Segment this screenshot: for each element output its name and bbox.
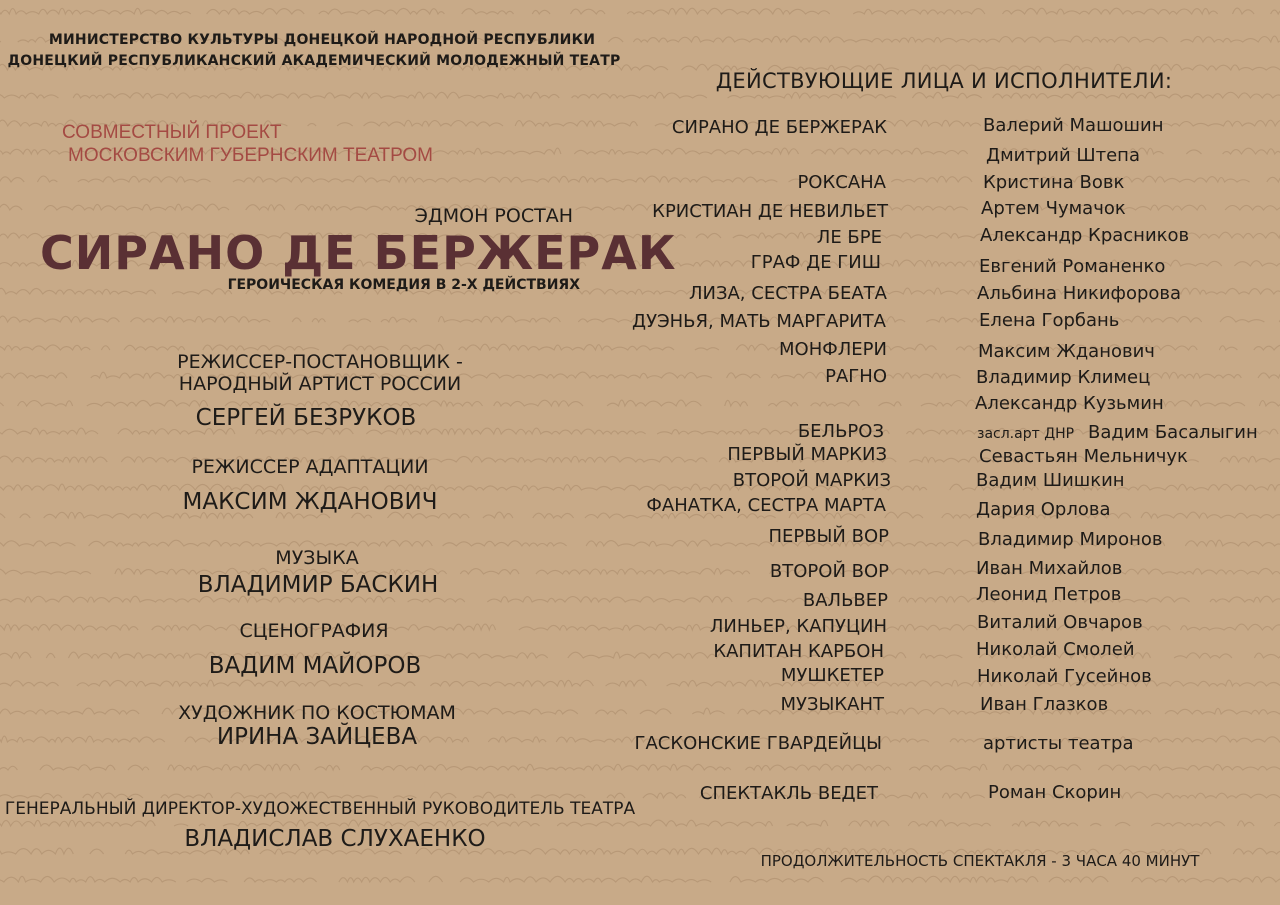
costume-name: ИРИНА ЗАЙЦЕВА [216, 724, 418, 750]
handwriting-line [0, 8, 1280, 14]
play-subtitle: ГЕРОИЧЕСКАЯ КОМЕДИЯ В 2-Х ДЕЙСТВИЯХ [227, 277, 580, 293]
director-name: СЕРГЕЙ БЕЗРУКОВ [195, 405, 417, 431]
actor-chumachok: Артем Чумачок [981, 198, 1126, 219]
actor-melnichuk: Севастьян Мельничук [979, 446, 1188, 467]
actor-shtepa: Дмитрий Штепа [986, 145, 1140, 166]
director-role-line-1: РЕЖИССЕР-ПОСТАНОВЩИК - [177, 351, 463, 373]
actor-gorban: Елена Горбань [979, 310, 1120, 331]
actor-mikhailov: Иван Михайлов [976, 558, 1123, 579]
actor-ovcharov: Виталий Овчаров [977, 612, 1143, 633]
costume-role: ХУДОЖНИК ПО КОСТЮМАМ [178, 702, 456, 724]
adaptation-name: МАКСИМ ЖДАНОВИЧ [182, 489, 438, 515]
role-carbon: КАПИТАН КАРБОН [713, 641, 884, 662]
role-cyrano: СИРАНО ДЕ БЕРЖЕРАК [671, 117, 887, 138]
role-host: СПЕКТАКЛЬ ВЕДЕТ [699, 783, 878, 804]
actor-mashoshin: Валерий Машошин [983, 115, 1164, 136]
handwriting-line [0, 764, 1280, 770]
actor-nikiforova: Альбина Никифорова [977, 283, 1182, 304]
role-musician: МУЗЫКАНТ [780, 694, 884, 715]
actor-basalygin: Вадим Басалыгин [1088, 422, 1258, 443]
actor-glazkov: Иван Глазков [980, 694, 1109, 715]
role-montfleury: МОНФЛЕРИ [779, 339, 887, 360]
role-first-marquis: ПЕРВЫЙ МАРКИЗ [727, 444, 887, 465]
role-gascon-guards: ГАСКОНСКИЕ ГВАРДЕЙЦЫ [634, 733, 882, 754]
scenography-role: СЦЕНОГРАФИЯ [239, 620, 389, 642]
music-name: ВЛАДИМИР БАСКИН [197, 572, 439, 598]
scenography-name: ВАДИМ МАЙОРОВ [208, 653, 422, 679]
role-fan: ФАНАТКА, СЕСТРА МАРТА [646, 495, 886, 516]
actor-mironov: Владимир Миронов [978, 529, 1163, 550]
actor-klimets: Владимир Климец [976, 367, 1151, 388]
role-lisa: ЛИЗА, СЕСТРА БЕАТА [688, 283, 887, 304]
project-line-1: СОВМЕСТНЫЙ ПРОЕКТ [62, 122, 282, 143]
role-duenna: ДУЭНЬЯ, МАТЬ МАРГАРИТА [632, 311, 886, 332]
role-valvert: ВАЛЬВЕР [802, 590, 888, 611]
actor-vovk: Кристина Вовк [983, 172, 1125, 193]
actor-krasnikov: Александр Красников [980, 225, 1190, 246]
role-bellerose: БЕЛЬРОЗ [797, 421, 884, 442]
project-line-2: МОСКОВСКИМ ГУБЕРНСКИМ ТЕАТРОМ [68, 145, 433, 166]
role-de-guiche: ГРАФ ДЕ ГИШ [750, 252, 881, 273]
actor-orlova: Дария Орлова [976, 499, 1111, 520]
play-author: ЭДМОН РОСТАН [414, 205, 573, 227]
role-lignier: ЛИНЬЕР, КАПУЦИН [709, 616, 887, 637]
general-director-role: ГЕНЕРАЛЬНЫЙ ДИРЕКТОР-ХУДОЖЕСТВЕННЫЙ РУКОВОДИТЕЛЬ ТЕАТРА [4, 799, 636, 819]
role-second-thief: ВТОРОЙ ВОР [769, 561, 889, 582]
actor-honour-title: засл.арт ДНР [977, 426, 1075, 442]
director-role-line-2: НАРОДНЫЙ АРТИСТ РОССИИ [178, 373, 462, 395]
general-director-name: ВЛАДИСЛАВ СЛУХАЕНКО [184, 826, 486, 852]
actor-romanenko: Евгений Романенко [979, 256, 1166, 277]
role-ragueneau: РАГНО [825, 366, 887, 387]
music-role: МУЗЫКА [275, 547, 359, 569]
role-roxana: РОКСАНА [797, 172, 886, 193]
ministry-line: МИНИСТЕРСТВО КУЛЬТУРЫ ДОНЕЦКОЙ НАРОДНОЙ РЕСПУБЛИКИ [48, 32, 596, 48]
actor-zhdanovich: Максим Жданович [978, 341, 1155, 362]
adaptation-role: РЕЖИССЕР АДАПТАЦИИ [191, 456, 429, 478]
cast-heading: ДЕЙСТВУЮЩИЕ ЛИЦА И ИСПОЛНИТЕЛИ: [715, 69, 1173, 93]
role-first-thief: ПЕРВЫЙ ВОР [768, 526, 889, 547]
play-title: СИРАНО ДЕ БЕРЖЕРАК [40, 226, 677, 280]
role-musketeer: МУШКЕТЕР [780, 665, 884, 686]
role-second-marquis: ВТОРОЙ МАРКИЗ [732, 470, 891, 491]
theatre-line: ДОНЕЦКИЙ РЕСПУБЛИКАНСКИЙ АКАДЕМИЧЕСКИЙ МОЛОДЕЖНЫЙ ТЕАТР [7, 53, 621, 69]
actor-smoley: Николай Смолей [976, 639, 1135, 660]
role-le-bret: ЛЕ БРЕ [816, 227, 882, 248]
actor-petrov: Леонид Петров [976, 584, 1122, 605]
role-christian: КРИСТИАН ДЕ НЕВИЛЬЕТ [652, 201, 888, 222]
actor-guseinov: Николай Гусейнов [977, 666, 1152, 687]
duration-line: ПРОДОЛЖИТЕЛЬНОСТЬ СПЕКТАКЛЯ - 3 ЧАСА 40 МИНУТ [760, 852, 1200, 870]
actor-shishkin: Вадим Шишкин [976, 470, 1125, 491]
actor-kuzmin: Александр Кузьмин [975, 393, 1164, 414]
handwriting-line [0, 876, 1280, 882]
actor-theatre-artists: артисты театра [983, 733, 1134, 754]
actor-skorin: Роман Скорин [988, 782, 1122, 803]
